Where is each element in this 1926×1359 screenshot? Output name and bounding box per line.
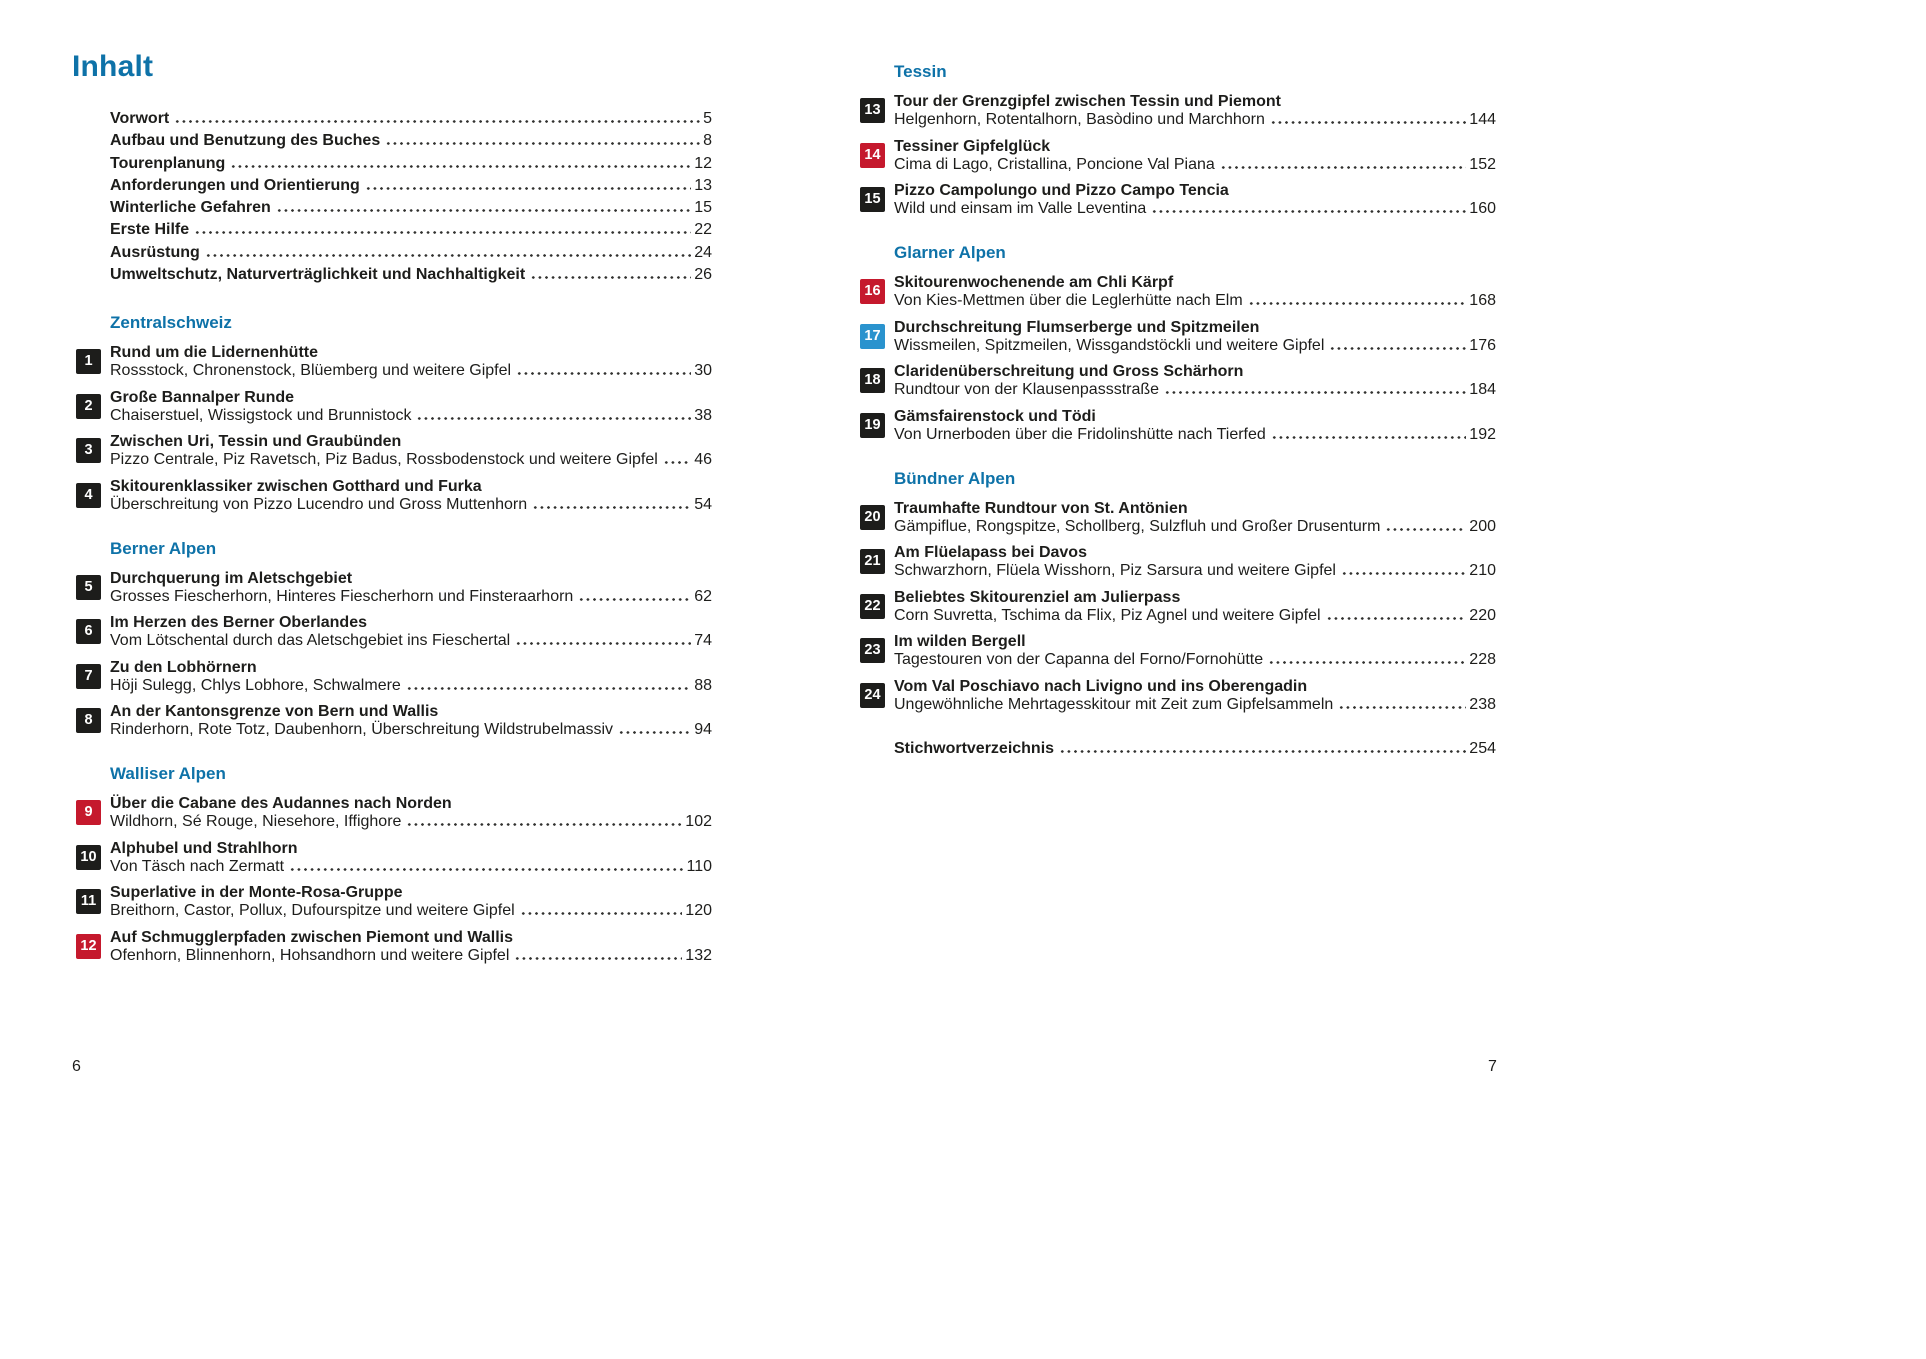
tour-entry-body (894, 138, 1496, 174)
tour-title: Im Herzen des Berner Oberlandes (110, 614, 367, 632)
tour-subtitle: Höji Sulegg, Chlys Lobhore, Schwalmere (110, 676, 401, 694)
tour-subtitle-row (894, 696, 1496, 714)
tour-entry-body (894, 363, 1496, 399)
tour-subtitle-row (110, 677, 712, 695)
dot-leader (520, 912, 683, 915)
toc-front-matter-row (110, 244, 712, 266)
tour-subtitle-row (110, 362, 712, 380)
tour-title: Superlative in der Monte-Rosa-Gruppe (110, 884, 403, 902)
toc-tour-entry (860, 500, 1496, 536)
tour-title: Skitourenklassiker zwischen Gotthard und Furka (110, 477, 482, 495)
tour-number-badge: 21 (860, 549, 885, 574)
tour-subtitle: Rundtour von der Klausenpassstraße (894, 381, 1160, 398)
tour-title: Alphubel und Strahlhorn (110, 839, 298, 857)
dot-leader (663, 461, 691, 464)
tour-subtitle: Vom Lötschental durch das Aletschgebiet ins Fieschertal (110, 632, 511, 650)
tour-entry-body (110, 795, 712, 831)
tour-subtitle: Helgenhorn, Rotentalhorn, Basòdino und Marchhorn (894, 111, 1265, 128)
dot-leader (194, 231, 691, 234)
toc-entry-page: 38 (694, 406, 712, 424)
toc-tour-entry (76, 344, 712, 380)
dot-leader (365, 187, 691, 190)
tour-number-badge: 24 (860, 683, 885, 708)
toc-entry-label: Tourenplanung (110, 154, 226, 172)
tour-number-badge: 13 (860, 98, 885, 123)
tour-entry-body (110, 614, 712, 650)
toc-entry-label: Umweltschutz, Naturverträglichkeit und Nachhaltigkeit (110, 266, 526, 284)
tour-title: Tour der Grenzgipfel zwischen Tessin und Piemont (894, 93, 1282, 110)
dot-leader (1329, 347, 1466, 350)
dot-leader (530, 276, 691, 279)
toc-entry-page: 74 (694, 632, 712, 650)
tour-title: Skitourenwochenende am Chli Kärpf (894, 274, 1174, 291)
tour-title: Rund um die Lidernenhütte (110, 344, 318, 362)
tour-title: Zwischen Uri, Tessin und Graubünden (110, 433, 402, 451)
toc-entry-page: 12 (694, 154, 712, 172)
toc-tour-entry (860, 408, 1496, 444)
toc-entry-page: 13 (694, 176, 712, 194)
toc-tour-entry (76, 884, 712, 920)
tour-subtitle: Wissmeilen, Spitzmeilen, Wissgandstöckli und weitere Gipfel (894, 336, 1325, 354)
index-entry-row (894, 740, 1496, 762)
tour-subtitle-row (110, 858, 712, 876)
dot-leader (1164, 391, 1466, 394)
toc-tour-entry (76, 703, 712, 739)
dot-leader (385, 142, 700, 145)
dot-leader (406, 823, 682, 826)
toc-entry-label: Vorwort (110, 110, 170, 127)
toc-tour-entry (76, 614, 712, 650)
tour-subtitle: Pizzo Centrale, Piz Ravetsch, Piz Badus, Rossbodenstock und weitere Gipfel (110, 451, 658, 469)
toc-tour-entry (76, 389, 712, 425)
toc-entry-page: 62 (694, 587, 712, 605)
toc-tour-entry (860, 319, 1496, 355)
tour-subtitle-row (894, 381, 1496, 399)
tour-entry-body (894, 319, 1496, 355)
toc-entry-label: Aufbau und Benutzung des Buches (110, 132, 381, 150)
tour-subtitle: Schwarzhorn, Flüela Wisshorn, Piz Sarsura und weitere Gipfel (894, 562, 1336, 579)
tour-title: Tessiner Gipfelglück (894, 137, 1051, 155)
toc-entry-label: Winterliche Gefahren (110, 199, 271, 217)
toc-section (860, 469, 1496, 714)
tour-subtitle: Grosses Fiescherhorn, Hinteres Fiescherhorn und Finsteraarhorn (110, 587, 574, 605)
tour-subtitle-row (894, 200, 1496, 218)
toc-tour-entry (76, 840, 712, 876)
tour-subtitle: Ungewöhnliche Mehrtagesskitour mit Zeit zum Gipfelsammeln (894, 695, 1334, 713)
toc-tour-entry (76, 795, 712, 831)
toc-entry-label: Anforderungen und Orientierung (110, 176, 360, 194)
tour-number-badge: 17 (860, 324, 885, 349)
tour-number-badge: 16 (860, 279, 885, 304)
tour-subtitle-row (110, 902, 712, 920)
toc-tour-entry (860, 544, 1496, 580)
toc-entry-page: 152 (1469, 155, 1496, 173)
toc-tour-entry (76, 433, 712, 469)
tour-subtitle: Rinderhorn, Rote Totz, Daubenhorn, Überschreitung Wildstrubelmassiv (110, 721, 614, 739)
toc-entry-page: 26 (694, 266, 712, 284)
tour-subtitle: Chaiserstuel, Wissigstock und Brunnistock (110, 406, 412, 424)
tour-subtitle: Breithorn, Castor, Pollux, Dufourspitze und weitere Gipfel (110, 902, 515, 920)
tour-subtitle: Gämpiflue, Rongspitze, Schollberg, Sulzfluh und Großer Drusenturm (894, 517, 1381, 535)
tour-subtitle: Von Täsch nach Zermatt (110, 857, 285, 875)
dot-leader (289, 868, 683, 871)
tour-number-badge: 10 (76, 845, 101, 870)
tour-entry-body (110, 703, 712, 739)
toc-tour-entry (76, 929, 712, 965)
folio-left: 6 (72, 1058, 81, 1075)
toc-tour-entry (860, 589, 1496, 625)
toc-entry-page: 238 (1469, 695, 1496, 713)
left-sections (76, 313, 712, 965)
toc-tour-entry (76, 659, 712, 695)
tour-entry-body (894, 182, 1496, 218)
tour-entry-body (110, 884, 712, 920)
toc-entry-page: 94 (694, 721, 712, 739)
page-left (72, 0, 712, 973)
tour-number-badge: 5 (76, 575, 101, 600)
front-matter-list (110, 110, 712, 288)
toc-entry-page: 22 (694, 221, 712, 239)
tour-subtitle-row (894, 607, 1496, 625)
dot-leader (174, 120, 700, 123)
tour-entry-body (110, 433, 712, 469)
toc-front-matter-row (110, 132, 712, 154)
dot-leader (1268, 661, 1466, 664)
dot-leader (1271, 436, 1467, 439)
tour-subtitle-row (110, 813, 712, 831)
tour-entry-body (894, 93, 1496, 129)
tour-subtitle: Überschreitung von Pizzo Lucendro und Gross Muttenhorn (110, 495, 528, 513)
tour-title: Im wilden Bergell (894, 633, 1026, 650)
toc-tour-entry (860, 363, 1496, 399)
toc-front-matter-row (110, 221, 712, 243)
tour-entry-body (110, 344, 712, 380)
tour-number-badge: 9 (76, 800, 101, 825)
dot-leader (514, 957, 682, 960)
tour-subtitle-row (110, 721, 712, 739)
section-heading: Tessin (894, 62, 947, 81)
dot-leader (1385, 528, 1466, 531)
tour-title: Beliebtes Skitourenziel am Julierpass (894, 588, 1181, 606)
toc-front-matter-row (110, 177, 712, 199)
dot-leader (406, 687, 691, 690)
tour-number-badge: 4 (76, 483, 101, 508)
tour-title: Durchschreitung Flumserberge und Spitzmeilen (894, 318, 1260, 336)
toc-entry-page: 88 (694, 676, 712, 694)
toc-entry-page: 102 (685, 813, 712, 831)
tour-number-badge: 11 (76, 889, 101, 914)
dot-leader (205, 254, 691, 257)
section-heading: Walliser Alpen (110, 764, 226, 784)
dot-leader (578, 598, 691, 601)
tour-subtitle: Wildhorn, Sé Rouge, Niesehore, Iffighore (110, 813, 402, 831)
toc-tour-entry (860, 274, 1496, 310)
toc-entry-page: 192 (1469, 425, 1496, 443)
toc-entry-page: 160 (1469, 200, 1496, 217)
tour-subtitle: Ofenhorn, Blinnenhorn, Hohsandhorn und weitere Gipfel (110, 946, 510, 964)
tour-title: Auf Schmugglerpfaden zwischen Piemont und Wallis (110, 928, 513, 946)
toc-front-matter-row (110, 266, 712, 288)
tour-number-badge: 2 (76, 394, 101, 419)
toc-entry-label: Ausrüstung (110, 243, 200, 261)
index-entry-page: 254 (1469, 739, 1496, 757)
toc-front-matter-row (110, 199, 712, 221)
tour-number-badge: 8 (76, 708, 101, 733)
tour-subtitle-row (894, 426, 1496, 444)
tour-title: Große Bannalper Runde (110, 388, 295, 406)
page-title: Inhalt (72, 50, 154, 83)
tour-subtitle: Tagestouren von der Capanna del Forno/Fornohütte (894, 651, 1264, 668)
dot-leader (618, 731, 691, 734)
toc-entry-page: 168 (1469, 292, 1496, 309)
toc-entry-page: 30 (694, 362, 712, 380)
tour-number-badge: 22 (860, 594, 885, 619)
tour-number-badge: 20 (860, 505, 885, 530)
tour-subtitle-row (110, 632, 712, 650)
toc-entry-page: 228 (1469, 651, 1496, 668)
tour-number-badge: 6 (76, 619, 101, 644)
tour-entry-body (894, 589, 1496, 625)
dot-leader (1151, 210, 1466, 213)
dot-leader (1270, 121, 1466, 124)
tour-subtitle-row (894, 562, 1496, 580)
toc-tour-entry (860, 678, 1496, 714)
toc-entry-page: 24 (694, 243, 712, 261)
tour-entry-body (894, 500, 1496, 536)
tour-entry-body (110, 570, 712, 606)
toc-section (860, 243, 1496, 444)
tour-subtitle-row (894, 292, 1496, 310)
tour-subtitle: Corn Suvretta, Tschima da Flix, Piz Agnel und weitere Gipfel (894, 606, 1321, 624)
toc-front-matter-row (110, 155, 712, 177)
tour-subtitle-row (894, 337, 1496, 355)
tour-subtitle-row (110, 588, 712, 606)
tour-number-badge: 12 (76, 934, 101, 959)
tour-entry-body (894, 544, 1496, 580)
tour-title: Über die Cabane des Audannes nach Norden (110, 795, 452, 813)
toc-tour-entry (76, 478, 712, 514)
section-heading: Zentralschweiz (110, 313, 232, 333)
toc-entry-page: 184 (1469, 381, 1496, 398)
tour-entry-body (894, 408, 1496, 444)
tour-subtitle: Wild und einsam im Valle Leventina (894, 200, 1147, 217)
toc-section (76, 539, 712, 740)
toc-front-matter-row (110, 110, 712, 132)
tour-number-badge: 7 (76, 664, 101, 689)
section-heading: Bündner Alpen (894, 468, 1016, 488)
dot-leader (532, 506, 691, 509)
toc-tour-entry (860, 182, 1496, 218)
tour-subtitle-row (894, 651, 1496, 669)
tour-title: Zu den Lobhörnern (110, 658, 257, 676)
toc-entry-page: 5 (703, 110, 712, 127)
tour-subtitle-row (894, 518, 1496, 536)
section-heading: Glarner Alpen (894, 243, 1006, 262)
tour-entry-body (110, 659, 712, 695)
tour-number-badge: 23 (860, 638, 885, 663)
folio-right: 7 (1488, 1058, 1497, 1075)
tour-entry-body (894, 274, 1496, 310)
tour-title: Gämsfairenstock und Tödi (894, 407, 1096, 425)
dot-leader (1341, 572, 1466, 575)
tour-subtitle-row (110, 407, 712, 425)
tour-entry-body (110, 840, 712, 876)
toc-section (76, 764, 712, 965)
dot-leader (1059, 750, 1466, 753)
toc-entry-page: 110 (686, 857, 712, 875)
toc-entry-page: 144 (1469, 111, 1496, 128)
right-sections (860, 62, 1496, 714)
tour-number-badge: 3 (76, 438, 101, 463)
toc-entry-page: 176 (1469, 336, 1496, 354)
tour-subtitle-row (110, 451, 712, 469)
tour-title: Am Flüelapass bei Davos (894, 544, 1087, 561)
dot-leader (515, 642, 691, 645)
dot-leader (1326, 617, 1467, 620)
toc-entry-page: 220 (1469, 606, 1496, 624)
toc-entry-page: 8 (703, 132, 712, 150)
tour-subtitle: Von Urnerboden über die Fridolinshütte nach Tierfed (894, 425, 1266, 443)
toc-tour-entry (860, 633, 1496, 669)
tour-subtitle-row (894, 111, 1496, 129)
toc-entry-label: Erste Hilfe (110, 221, 190, 239)
tour-entry-body (894, 633, 1496, 669)
dot-leader (230, 165, 691, 168)
dot-leader (1338, 706, 1466, 709)
dot-leader (1248, 302, 1467, 305)
tour-title: An der Kantonsgrenze von Bern und Wallis (110, 703, 439, 721)
tour-number-badge: 1 (76, 349, 101, 374)
tour-number-badge: 18 (860, 368, 885, 393)
tour-subtitle: Von Kies-Mettmen über die Leglerhütte nach Elm (894, 292, 1243, 309)
dot-leader (276, 209, 691, 212)
toc-entry-page: 120 (685, 902, 712, 920)
tour-title: Pizzo Campolungo und Pizzo Campo Tencia (894, 182, 1229, 199)
tour-title: Claridenüberschreitung und Gross Schärhorn (894, 363, 1244, 380)
tour-entry-body (110, 389, 712, 425)
tour-title: Traumhafte Rundtour von St. Antönien (894, 499, 1188, 517)
toc-entry-page: 132 (685, 946, 712, 964)
tour-title: Vom Val Poschiavo nach Livigno und ins Oberengadin (894, 677, 1308, 695)
toc-entry-page: 46 (694, 451, 712, 469)
page-right (860, 0, 1496, 762)
toc-tour-entry (860, 93, 1496, 129)
toc-entry-page: 54 (694, 495, 712, 513)
tour-subtitle-row (894, 156, 1496, 174)
toc-section (76, 313, 712, 514)
tour-subtitle: Rossstock, Chronenstock, Blüemberg und weitere Gipfel (110, 362, 512, 380)
tour-number-badge: 15 (860, 187, 885, 212)
tour-subtitle-row (110, 496, 712, 514)
tour-entry-body (110, 478, 712, 514)
section-heading: Berner Alpen (110, 538, 217, 558)
dot-leader (416, 417, 691, 420)
toc-entry-page: 210 (1469, 562, 1496, 579)
tour-entry-body (110, 929, 712, 965)
tour-entry-body (894, 678, 1496, 714)
toc-tour-entry (76, 570, 712, 606)
tour-number-badge: 19 (860, 413, 885, 438)
dot-leader (516, 372, 691, 375)
toc-section (860, 62, 1496, 218)
toc-tour-entry (860, 138, 1496, 174)
tour-subtitle: Cima di Lago, Cristallina, Poncione Val Piana (894, 155, 1215, 173)
tour-title: Durchquerung im Aletschgebiet (110, 569, 353, 587)
dot-leader (1220, 166, 1467, 169)
index-entry-label: Stichwortverzeichnis (894, 739, 1055, 757)
tour-subtitle-row (110, 947, 712, 965)
toc-entry-page: 15 (694, 199, 712, 217)
tour-number-badge: 14 (860, 143, 885, 168)
toc-entry-page: 200 (1469, 517, 1496, 535)
